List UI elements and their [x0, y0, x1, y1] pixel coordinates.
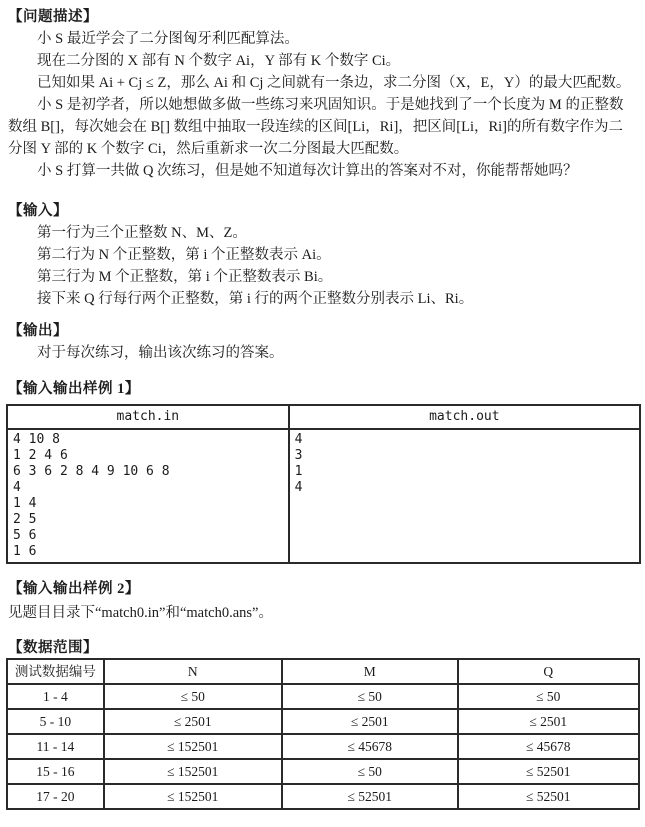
range-cell-test-id: 1 - 4	[7, 684, 104, 709]
sample-input-line: 1 2 4 6	[13, 448, 68, 463]
section-title-problem-description: 【问题描述】	[8, 9, 98, 25]
sample-input-line: 2 5	[13, 512, 37, 527]
data-range-row	[7, 709, 639, 734]
sample-output-line: 4	[294, 432, 303, 447]
range-cell-test-id: 5 - 10	[7, 709, 104, 734]
range-cell-m: ≤ 45678	[282, 734, 458, 759]
problem-paragraph-2: 现在二分图的 X 部有 N 个数字 Ai，Y 部有 K 个数字 Ci。	[37, 53, 401, 69]
problem-paragraph-3: 已知如果 Ai + Cj ≤ Z，那么 Ai 和 Cj 之间就有一条边，求二分图（X，E，Y）的最大匹配数。	[37, 75, 631, 91]
data-range-table	[6, 658, 640, 810]
input-line-3: 第三行为 M 个正整数，第 i 个正整数表示 Bi。	[37, 269, 333, 285]
sample2-note: 见题目目录下“match0.in”和“match0.ans”。	[8, 605, 273, 621]
sample-input-line: 4 10 8	[13, 432, 60, 447]
range-cell-q: ≤ 2501	[458, 709, 639, 734]
range-cell-m: ≤ 2501	[282, 709, 458, 734]
range-cell-q: ≤ 52501	[458, 759, 639, 784]
problem-paragraph-4: 小 S 是初学者，所以她想做多做一些练习来巩固知识。于是她找到了一个长度为 M 的正整数数组 B[]，每次她会在 B[] 数组中抽取一段连续的区间[Li，Ri]，把区间[Li，Ri]的所有数字作为二分图 Y 部的 K 个数字 Ci，然后重新求一次二分图最大匹配数。	[8, 97, 624, 157]
range-cell-q: ≤ 50	[458, 684, 639, 709]
range-cell-q: ≤ 45678	[458, 734, 639, 759]
col-header-test-id: 测试数据编号	[7, 659, 104, 684]
col-header-m: M	[282, 659, 458, 684]
sample-input-line: 5 6	[13, 528, 37, 543]
range-cell-test-id: 17 - 20	[7, 784, 104, 809]
sample-output-header: match.out	[289, 405, 640, 429]
section-title-input: 【输入】	[8, 203, 68, 219]
data-range-row	[7, 759, 639, 784]
sample-io-table	[6, 404, 641, 564]
range-cell-n: ≤ 152501	[104, 759, 282, 784]
range-cell-test-id: 11 - 14	[7, 734, 104, 759]
sample-output-cell	[289, 429, 640, 563]
sample-io-content-row	[7, 429, 640, 563]
range-cell-n: ≤ 152501	[104, 784, 282, 809]
col-header-n: N	[104, 659, 282, 684]
sample-io-header-row	[7, 405, 640, 429]
range-cell-n: ≤ 50	[104, 684, 282, 709]
sample-input-line: 6 3 6 2 8 4 9 10 6 8	[13, 464, 170, 479]
section-title-data-range: 【数据范围】	[8, 640, 98, 656]
sample-input-line: 1 4	[13, 496, 37, 511]
sample-output-line: 4	[294, 480, 303, 495]
problem-paragraph-5: 小 S 打算一共做 Q 次练习，但是她不知道每次计算出的答案对不对，你能帮帮她吗？	[37, 163, 578, 179]
sample-input-line: 4	[13, 480, 21, 495]
input-line-1: 第一行为三个正整数 N、M、Z。	[37, 225, 247, 241]
sample-output-line: 1	[294, 464, 303, 479]
data-range-header-row	[7, 659, 639, 684]
section-title-sample2: 【输入输出样例 2】	[8, 581, 140, 597]
sample-input-line: 1 6	[13, 544, 37, 559]
input-line-4: 接下来 Q 行每行两个正整数，第 i 行的两个正整数分别表示 Li、Ri。	[37, 291, 474, 307]
data-range-row	[7, 684, 639, 709]
range-cell-m: ≤ 50	[282, 684, 458, 709]
range-cell-m: ≤ 52501	[282, 784, 458, 809]
sample-output-line: 3	[294, 448, 303, 463]
output-line-1: 对于每次练习，输出该次练习的答案。	[37, 345, 284, 361]
range-cell-n: ≤ 152501	[104, 734, 282, 759]
range-cell-m: ≤ 50	[282, 759, 458, 784]
sample-input-header: match.in	[7, 405, 289, 429]
col-header-q: Q	[458, 659, 639, 684]
section-title-sample1: 【输入输出样例 1】	[8, 381, 140, 397]
section-title-output: 【输出】	[8, 323, 68, 339]
input-line-2: 第二行为 N 个正整数，第 i 个正整数表示 Ai。	[37, 247, 331, 263]
sample-input-cell	[7, 429, 289, 563]
data-range-row	[7, 734, 639, 759]
data-range-row	[7, 784, 639, 809]
range-cell-test-id: 15 - 16	[7, 759, 104, 784]
range-cell-q: ≤ 52501	[458, 784, 639, 809]
problem-paragraph-1: 小 S 最近学会了二分图匈牙利匹配算法。	[37, 31, 299, 47]
range-cell-n: ≤ 2501	[104, 709, 282, 734]
